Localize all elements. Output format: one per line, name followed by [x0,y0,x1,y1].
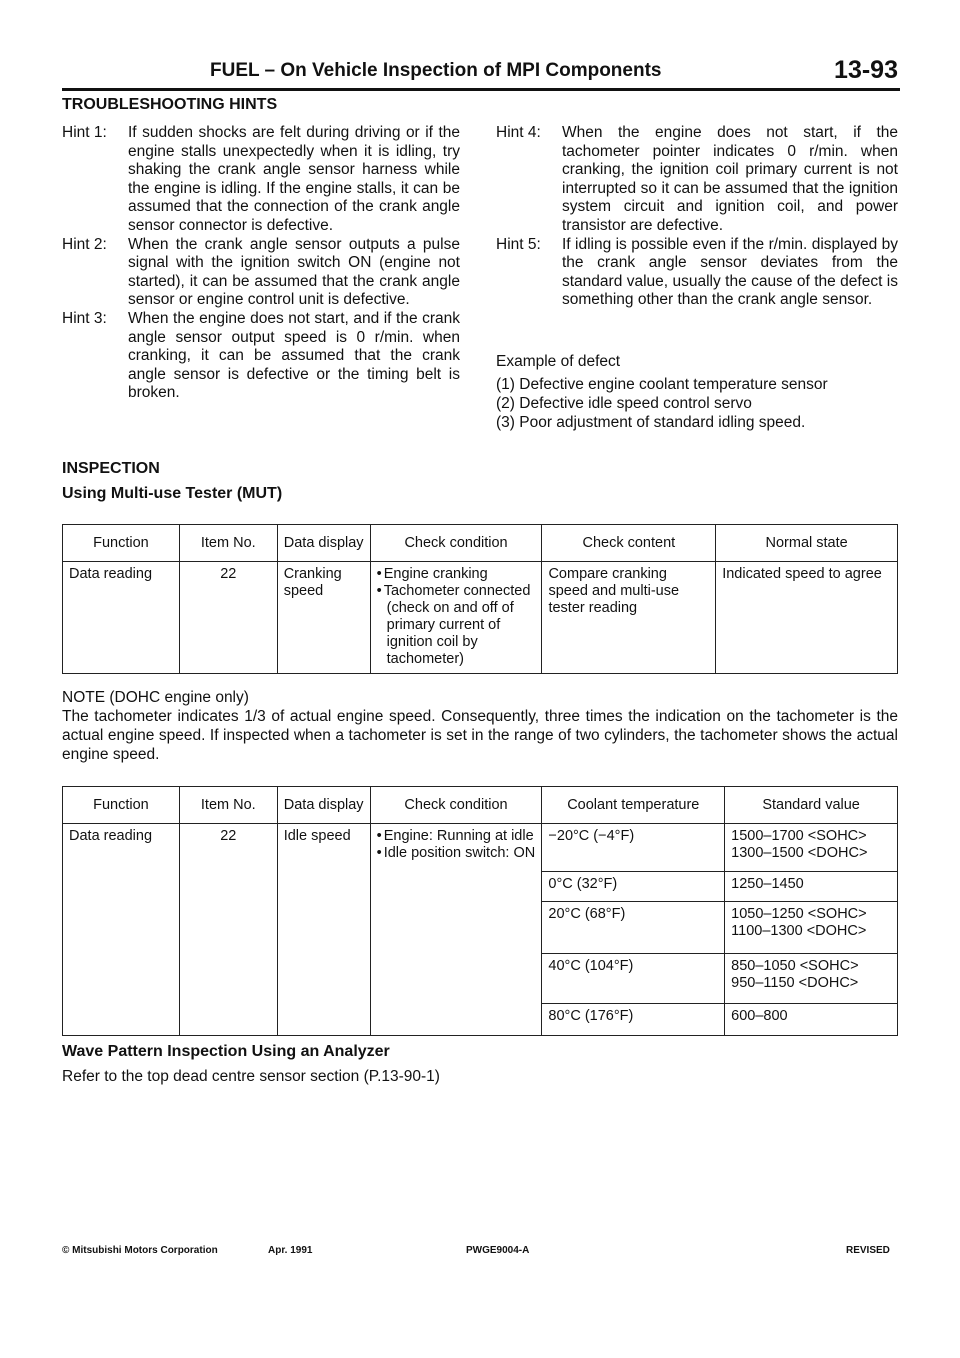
coolant-temp-cell: 80°C (176°F) [542,1004,725,1036]
normal-state-cell: Indicated speed to agree [716,562,898,674]
mut-table-idle [62,786,898,1036]
hint-label: Hint 3: [62,309,107,327]
wave-pattern-heading: Wave Pattern Inspection Using an Analyzer [62,1043,390,1060]
hint-item [62,310,460,403]
item-no-cell: 22 [179,824,277,1036]
header-cell: Normal state [716,525,898,562]
page-header [62,58,900,91]
table-header-row [63,787,898,824]
condition-cell [370,562,542,674]
condition-item: • Idle position switch: ON [377,845,536,862]
display-cell: Idle speed [277,824,370,1036]
table-row [63,562,898,674]
display-cell: Cranking speed [277,562,370,674]
condition-cell [370,824,542,1036]
standard-value-line: 1500–1700 <SOHC> [731,828,867,844]
standard-value-line: 1100–1300 <DOHC> [731,923,867,939]
header-cell: Check condition [370,787,542,824]
example-item: (1) Defective engine coolant temperature sensor [496,376,828,393]
header-cell: Data display [277,787,370,824]
standard-value-cell [725,902,898,954]
standard-value-line: 1050–1250 <SOHC> [731,906,867,922]
table-row [63,824,898,872]
header-cell: Standard value [725,787,898,824]
header-cell: Item No. [179,787,277,824]
hint-item [62,236,460,310]
table-header-row [63,525,898,562]
hint-label: Hint 2: [62,235,107,253]
hint-list-left [62,124,460,403]
coolant-temp-cell: −20°C (−4°F) [542,824,725,872]
standard-value-cell [725,954,898,1004]
function-cell: Data reading [63,562,180,674]
header-cell: Item No. [179,525,277,562]
hint-text: When the crank angle sensor outputs a pulse signal with the ignition switch ON (engine not started), it can be assumed that the crank angle sensor or engine control unit is defective. [128,235,460,309]
example-item: (2) Defective idle speed control servo [496,395,752,412]
item-no-cell: 22 [179,562,277,674]
footer-status: REVISED [846,1245,890,1256]
footer-copyright: © Mitsubishi Motors Corporation [62,1245,218,1256]
header-cell: Function [63,787,180,824]
header-title: FUEL – On Vehicle Inspection of MPI Components [210,60,662,81]
hint-item [496,124,898,236]
defect-examples [496,352,906,432]
hint-label: Hint 4: [496,124,541,141]
condition-item: • Engine: Running at idle [377,828,536,845]
condition-item: • Engine cranking [377,566,536,583]
hint-text: If idling is possible even if the r/min. displayed by the crank angle sensor deviates from the standard value, usually the cause of the defect is something other than the crank angle sensor. [562,235,898,309]
condition-item: • Tachometer connected (check on and off of primary current of ignition coil by tachometer) [377,583,536,668]
standard-value-line: 950–1150 <DOHC> [731,975,859,991]
example-title: Example of defect [496,353,621,370]
page-number: 13-93 [834,56,898,84]
function-cell: Data reading [63,824,180,1036]
hint-label: Hint 1: [62,124,107,141]
note-title: NOTE (DOHC engine only) [62,689,249,706]
footer-code: PWGE9004-A [466,1245,530,1256]
standard-value-cell [725,872,898,902]
standard-value-line: 850–1050 <SOHC> [731,958,859,974]
coolant-temp-cell: 40°C (104°F) [542,954,725,1004]
dohc-note [62,688,898,764]
hint-text: When the engine does not start, and if the crank angle sensor output speed is 0 r/min. when cranking, it can be assumed that the crank angle sensor is defective or the timing belt is broken. [128,309,460,402]
coolant-temp-cell: 0°C (32°F) [542,872,725,902]
wave-pattern-text: Refer to the top dead centre sensor section (P.13-90-1) [62,1068,440,1085]
standard-value-cell [725,824,898,872]
example-item: (3) Poor adjustment of standard idling speed. [496,414,806,431]
footer-date: Apr. 1991 [268,1245,313,1256]
hint-label: Hint 5: [496,235,541,253]
hint-text: If sudden shocks are felt during driving or if the engine stalls unexpectedly when it is idling, try shaking the crank angle sensor harness while the engine is idling. If the engine stalls, it can be assumed that the connection of the crank angle sensor connector is defective. [128,124,460,234]
hint-item [62,124,460,236]
standard-value-cell [725,1004,898,1036]
hint-text: When the engine does not start, if the tachometer pointer indicates 0 r/min. when cranking, the ignition coil primary current is not interrupted so it can be assumed that the ignition system circuit and ignition coil, and power transistor are defective. [562,124,898,234]
inspection-heading: INSPECTION [62,460,160,477]
hint-list-right [496,124,898,310]
header-cell: Coolant temperature [542,787,725,824]
standard-value-line: 600–800 [731,1008,788,1024]
header-cell: Function [63,525,180,562]
coolant-temp-cell: 20°C (68°F) [542,902,725,954]
standard-value-line: 1300–1500 <DOHC> [731,845,868,861]
note-text: The tachometer indicates 1/3 of actual engine speed. Consequently, three times the indication on the tachometer is the actual engine speed. If inspected when a tachometer is set in the range of two cylinders, the tachometer shows the actual engine speed. [62,708,898,763]
header-cell: Check condition [370,525,542,562]
content-cell: Compare cranking speed and multi-use tester reading [542,562,716,674]
header-cell: Check content [542,525,716,562]
troubleshooting-heading: TROUBLESHOOTING HINTS [62,96,278,113]
hint-item [496,236,898,310]
header-cell: Data display [277,525,370,562]
standard-value-line: 1250–1450 [731,876,804,892]
inspection-subheading: Using Multi-use Tester (MUT) [62,485,283,502]
mut-table-cranking [62,524,898,674]
